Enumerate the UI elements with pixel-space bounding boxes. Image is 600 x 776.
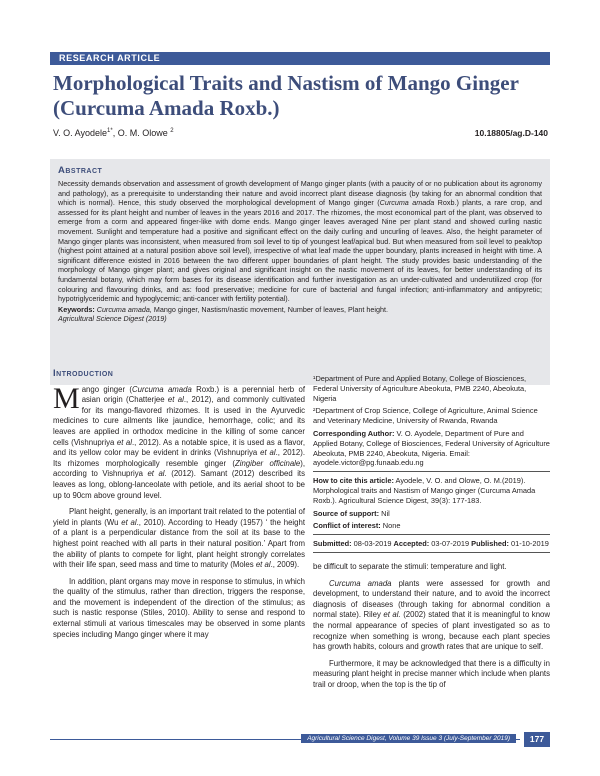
submitted-label: Submitted: [313, 539, 352, 549]
author-affiliation-mark: 2 [170, 128, 174, 134]
author-affiliation-mark: 1* [107, 128, 113, 134]
text-run: Roxb.) is a perennial herb of asian origin (Chatterjee [81, 384, 305, 405]
conflict-of-interest [313, 521, 550, 531]
accepted-label: Accepted: [393, 539, 430, 549]
abstract-text [58, 179, 542, 304]
divider [313, 552, 550, 553]
text-run: ango ginger ( [81, 384, 132, 394]
italic-run: et al. [383, 610, 401, 620]
author-separator: , [112, 128, 118, 138]
doi[interactable]: 10.18805/ag.D-140 [474, 128, 548, 138]
introduction-heading: Introduction [53, 368, 114, 379]
article-info-sidebar [313, 374, 550, 557]
abstract-text-part: Necessity demands observation and assessment of growth development of Mango ginger plants (with a paucity of or no publication about its agronomy and pathology), as a prerequisite to understanding their nature and avoid incorrect plant disease diagnosis (by taking for an abnormal condition that which is normal). Hence, this study observed the morphological development of Mango ginger ( [58, 179, 542, 208]
text-run: Plant height, generally, is an important trait related to the potential of yield in plants (Wu [53, 507, 305, 527]
keywords-text: Mango ginger, Nastism/nastic movement, Number of leaves, Plant height. [151, 304, 388, 314]
divider [313, 534, 550, 535]
abstract-box [50, 159, 550, 385]
text-run: ., 2012). Its rhizomes morphologically resemble ginger ( [53, 448, 305, 468]
conflict-value: None [380, 521, 401, 531]
submitted-date: 08-03-2019 [351, 539, 394, 549]
intro-paragraph: In addition, plant organs may move in response to stimulus, in which the quality of the stimulus, rather than direction, triggers the response, and the movement is independent of the direction of the stimulus; as such is nastic response (Stiles, 2010). Ability to sense and respond to external stimuli at various timescales may be observed in some plants species including Mango ginger where it may [53, 576, 305, 639]
italic-run: et al [260, 448, 276, 458]
support-label: Source of support: [313, 508, 380, 518]
text-run: ., 2012). As a notable spice, it is used as a flavor, and its yellow color may be evident in drinks (Vishnupriya [53, 437, 305, 458]
italic-run: et al [255, 560, 271, 570]
keywords-label: Keywords: [58, 304, 95, 314]
divider [313, 471, 550, 472]
text-run: ), according to Vishnupriya [53, 458, 305, 479]
body-paragraph [313, 579, 550, 653]
italic-run: et al [167, 395, 184, 405]
corresponding-label: Corresponding Author: [313, 428, 395, 438]
conflict-label: Conflict of interest: [313, 521, 381, 531]
page-number: 177 [524, 732, 550, 747]
abstract-species-name: Curcuma amada [379, 198, 435, 208]
affiliation: ²Department of Crop Science, College of Agriculture, Animal Science and Veterinary Medicine, University of Rwanda, Rwanda [313, 406, 538, 426]
italic-run: et al [121, 517, 137, 527]
italic-run: et al [147, 469, 165, 479]
keyword-species: Curcuma amada, [94, 304, 152, 314]
right-body-column [313, 562, 550, 697]
accepted-date: 03-07-2019 [429, 539, 472, 549]
published-date: 01-10-2019 [508, 539, 549, 549]
intro-paragraph [53, 381, 305, 502]
citation-text: Ayodele, V. O. and Olowe, O. M.(2019). Morphological traits and Nastism of Mango ginger (Curcuma Amada Roxb.). Agricultural Science Digest, 39(3): 177-183. [313, 476, 536, 505]
introduction-column [53, 369, 305, 646]
text-run: . (2012). Samant (2012) described its leaves as long, oblong-lanceolate with petiole, and its aerial shoot to be up to 90cm above ground level. [53, 469, 305, 500]
citation [313, 476, 550, 505]
italic-run: Curcuma amada [329, 578, 392, 588]
dates-line [313, 539, 550, 549]
body-paragraph: be difficult to separate the stimuli: temperature and light. [313, 562, 507, 571]
author-line [53, 128, 174, 138]
italic-run: et al [116, 437, 132, 447]
intro-paragraph [53, 507, 305, 571]
footer-journal: Agricultural Science Digest, Volume 39 Issue 3 (July-September 2019) [301, 734, 516, 743]
abstract-text-part: Roxb.) plants, a rare crop, and assessed for its plant height and number of leaves in the years 2016 and 2017. The rhizomes, the most economical part of the plant, was observed to emerge from a corm and appeared finger-like with dome ends. Mango ginger leaves averaged Nine per plant stand and showed curling nastic movement. Sunlight and temperature had a positive and significant effect on the daily curling and uncurling of leaves. Also, the height parameter of Mango ginger plants was inconsistent, when measured from soil level to tip of youngest leaf/apical bud. But when measured from soil level to peak/top (highest point attained at a natural position above soil level), irrespective of what leaf made the upper boundary, plants increased in height with time. A significant difference existed in 2016 between the two different upper boundaries of plant height. The study provides basic understanding of the morphology of Mango ginger plant; and gives original and significant insight on the nastic movement of its leaves, for better understanding of its fundamental botany, which may form bases for its disease identification and further investigation as an under-cultivated and underutilized crop (for colouring and flavouring drinks, and as: food preservative; medicine for cure of bacterial and fungal infection; anti-inflammatory and antipyretic; hypotriglyceridemic and hypoglycemic; anti-cancer with fertility potential). [58, 198, 542, 304]
corresponding-author [313, 429, 550, 468]
page-footer [50, 733, 550, 746]
text-run: ., 2009). [270, 560, 300, 570]
support-value: Nil [379, 508, 390, 518]
abstract-heading: Abstract [58, 165, 103, 176]
article-title: Morphological Traits and Nastism of Mango Ginger (Curcuma Amada Roxb.) [53, 71, 519, 120]
source-of-support [313, 509, 550, 519]
keywords [58, 305, 542, 315]
affiliation: ¹Department of Pure and Applied Botany, College of Biosciences, Federal University of Agriculture Abeokuta, PMB 2240, Abeokuta, Nigeria [313, 374, 527, 403]
corresponding-text: V. O. Ayodele, Department of Pure and Applied Botany, College of Biosciences, Federal University of Agriculture Abeokuta, PMB 2240, Abeokuta, Nigeria. Email: ayodele.victor@pg.funaab.edu.ng [313, 428, 550, 468]
author-name: O. M. Olowe [117, 128, 168, 138]
body-paragraph: Furthermore, it may be acknowledged that there is a difficulty in measuring plant height in precise manner which include when plants trail or droop, when the top is the tip of [313, 658, 550, 689]
italic-run: Curcuma amada [132, 384, 192, 394]
citation-label: How to cite this article: [313, 476, 394, 486]
italic-run: Zingiber officinale [234, 458, 301, 468]
text-run: ., 2012), and commonly cultivated for its mango-flavored rhizomes. It is used in the Ayurvedic medicines to cure ailments like jaundice, hemorrhage, colic; and its leaves are applied in orthodox medicine in the killing of some cancer cells (Vishnupriya [53, 395, 305, 447]
abstract-journal: Agricultural Science Digest (2019) [58, 314, 167, 324]
published-label: Published: [471, 539, 509, 549]
text-run: ., 2010). According to Heady (1957) ‘ the height of a plant is a perpendicular distance from the soil at its base to the highest point reached with all parts in their natural position.’ Apart from the ability of plants to compete for light, plant height strongly correlates with their life span, seed mass and time to maturity (Moles [53, 517, 306, 570]
text-run: plants were assessed for growth and development, to understand their nature, and to avoid the incorrect diagnosis of diseases (through taking for abnormal condition a normal state). Riley [313, 578, 550, 620]
article-type-banner: RESEARCH ARTICLE [50, 52, 550, 65]
text-run: (2002) stated that it is meaningful to know the normal appearance of species of plant investigated so as to recognize when something is wrong, because each plant species has growth habits, colours and growth rates that are unique to self. [313, 610, 551, 652]
drop-cap: M [53, 381, 80, 415]
author-name: V. O. Ayodele [53, 128, 108, 138]
